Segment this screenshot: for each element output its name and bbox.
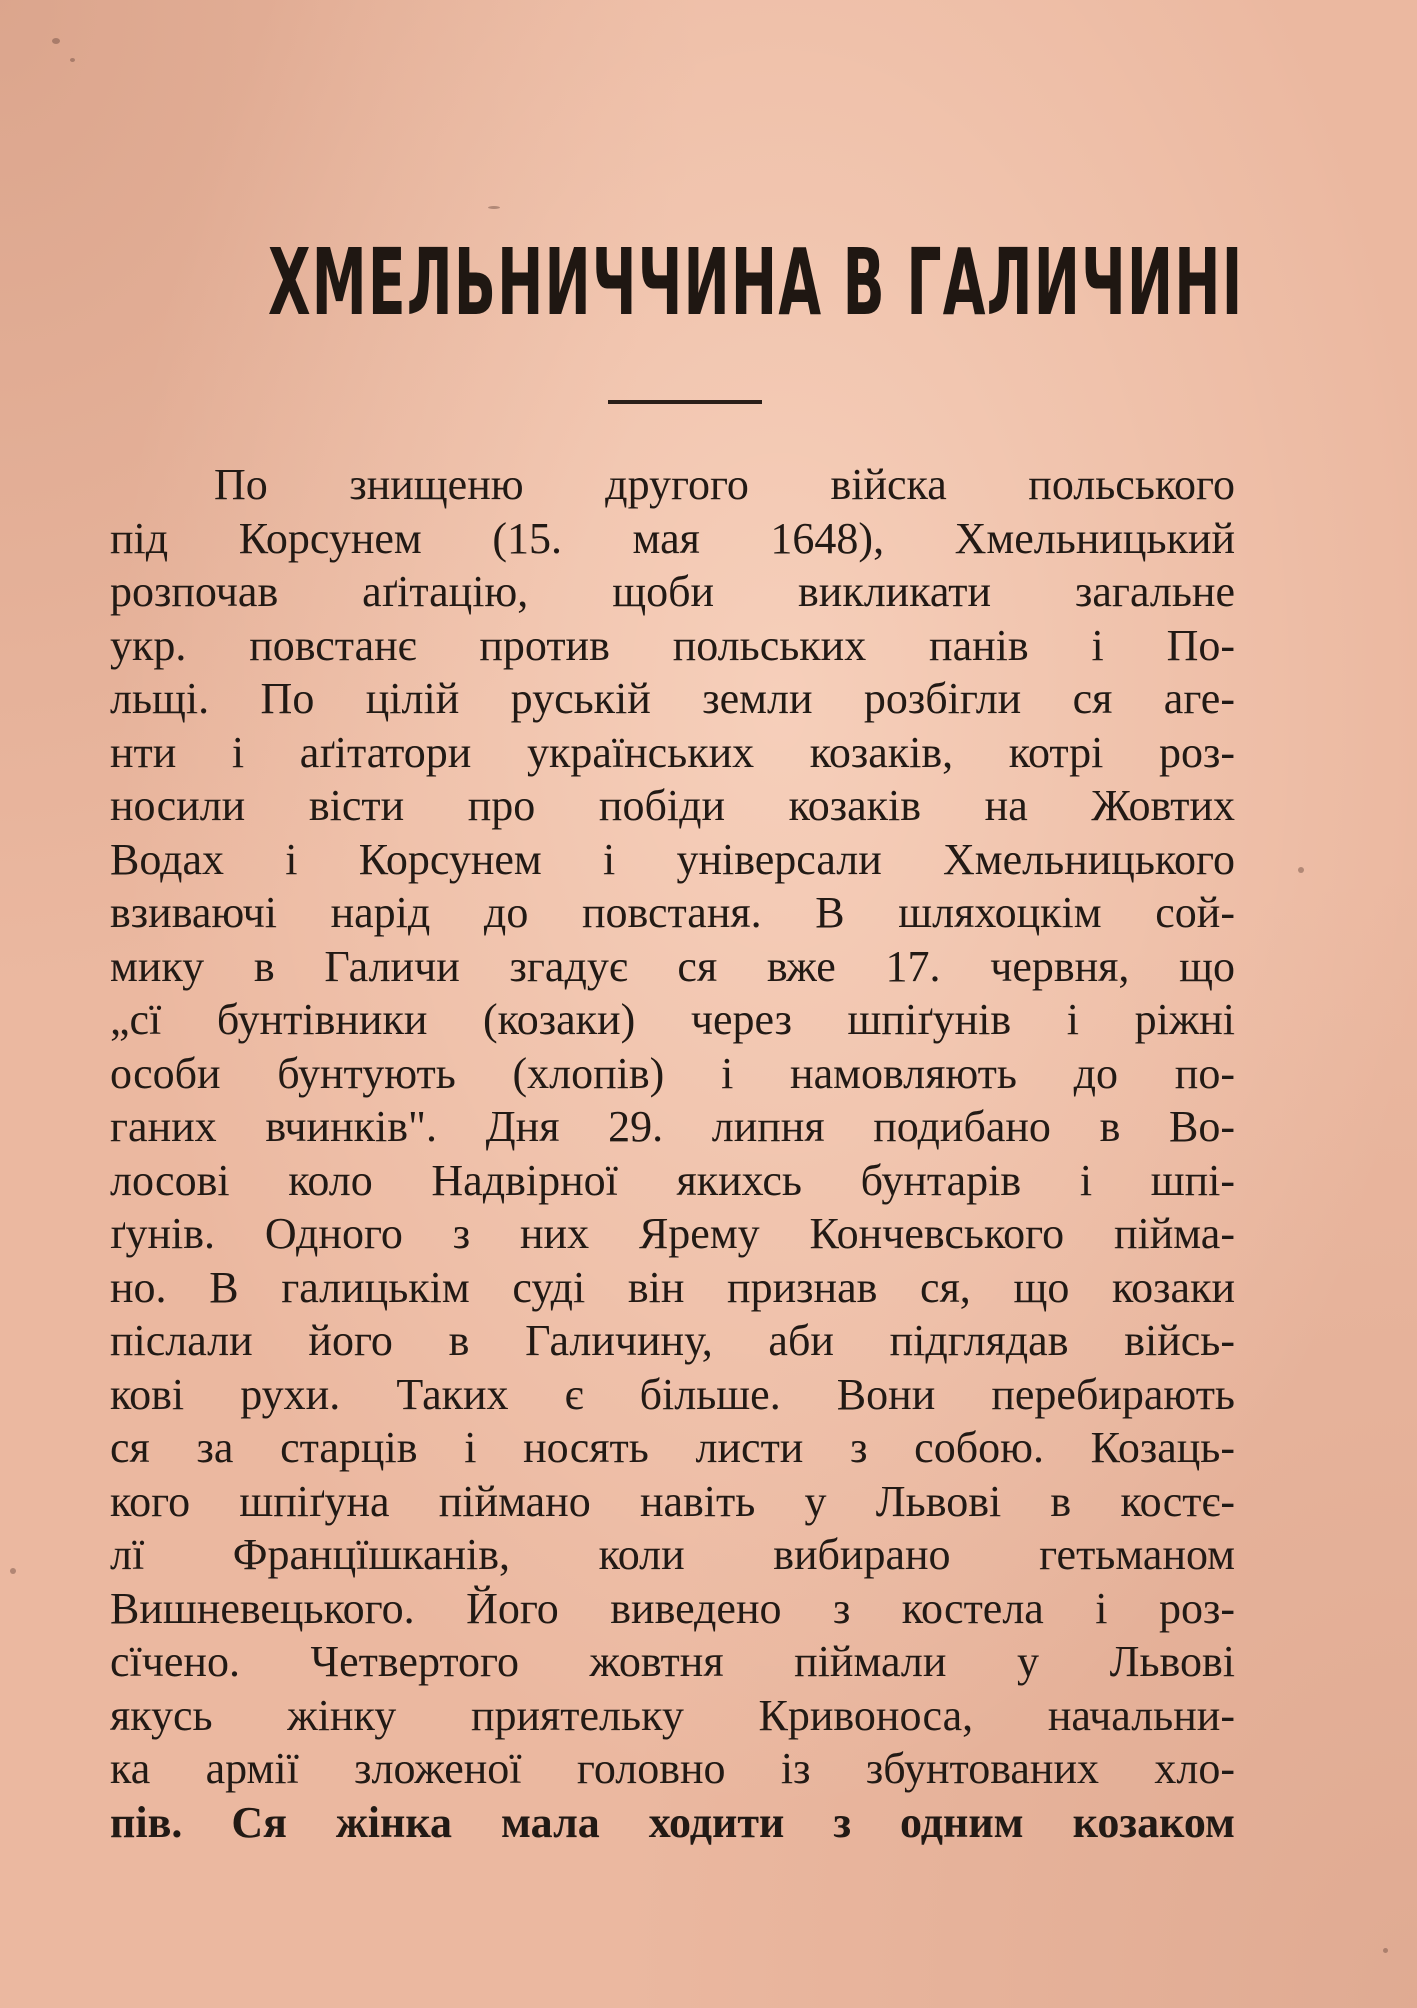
text-line: ганих вчинків". Дня 29. липня подибано в Во- (110, 1102, 1235, 1151)
paper-speck (10, 1568, 16, 1574)
text-line: лї Францїшканів, коли вибирано гетьманом (110, 1530, 1235, 1579)
paper-speck (70, 58, 75, 62)
text-line: особи бунтують (хлопів) і намовляють до по- (110, 1048, 1235, 1098)
text-line: Водах і Корсунем і універсали Хмельницького (110, 834, 1235, 884)
text-line: нти і аґітатори українських козаків, котрі роз- (110, 727, 1235, 777)
text-line: сїчено. Четвертого жовтня піймали у Львові (110, 1637, 1235, 1686)
text-line: носили вісти про побіди козаків на Жовтих (110, 781, 1235, 830)
text-line: кові рухи. Таких є більше. Вони перебирають (110, 1369, 1235, 1419)
text-line: ка армії зложеної головно із збунтованих хло- (110, 1744, 1235, 1793)
text-line: укр. повстанє против польських панів і По- (110, 620, 1235, 670)
text-line: Вишневецького. Його виведено з костела і роз- (110, 1583, 1235, 1633)
text-line: ґунів. Одного з них Ярему Кончевського пійма- (110, 1209, 1235, 1258)
text-line: взиваючі нарід до повстаня. В шляхоцкім сой- (110, 888, 1235, 937)
page-title: ХМЕЛЬНИЧЧИНА В ГАЛИЧИНІ (267, 229, 1244, 336)
paper-speck (1298, 867, 1304, 873)
text-line: якусь жінку приятельку Кривоноса, начальни- (110, 1690, 1235, 1740)
text-line: ся за старців і носять листи з собою. Козаць- (110, 1423, 1235, 1472)
text-line: „сї бунтівники (козаки) через шпіґунів і ріжні (110, 995, 1235, 1044)
text-line: розпочав аґітацію, щоби викликати загальне (110, 567, 1235, 616)
text-line: лосові коло Надвірної якихсь бунтарів і шпі- (110, 1155, 1235, 1205)
text-line: під Корсунем (15. мая 1648), Хмельницький (110, 513, 1235, 563)
text-line: льщі. По цілій руській земли розбігли ся аге- (110, 674, 1235, 723)
body-paragraph (110, 458, 1235, 1849)
paper-speck (1383, 1948, 1388, 1953)
text-line: кого шпіґуна піймано навіть у Львові в костє- (110, 1476, 1235, 1526)
paper-speck (52, 38, 60, 44)
paper-speck (488, 206, 500, 209)
text-line: післали його в Галичину, аби підглядав війсь- (110, 1316, 1235, 1365)
text-line: пів. Ся жінка мала ходити з одним козаком (110, 1797, 1235, 1847)
text-line: мику в Галичи згадує ся вже 17. червня, що (110, 941, 1235, 991)
text-line: но. В галицькім суді він признав ся, що козаки (110, 1262, 1235, 1312)
title-divider (608, 400, 762, 404)
text-line: По знищеню другого війска польського (214, 460, 1235, 509)
